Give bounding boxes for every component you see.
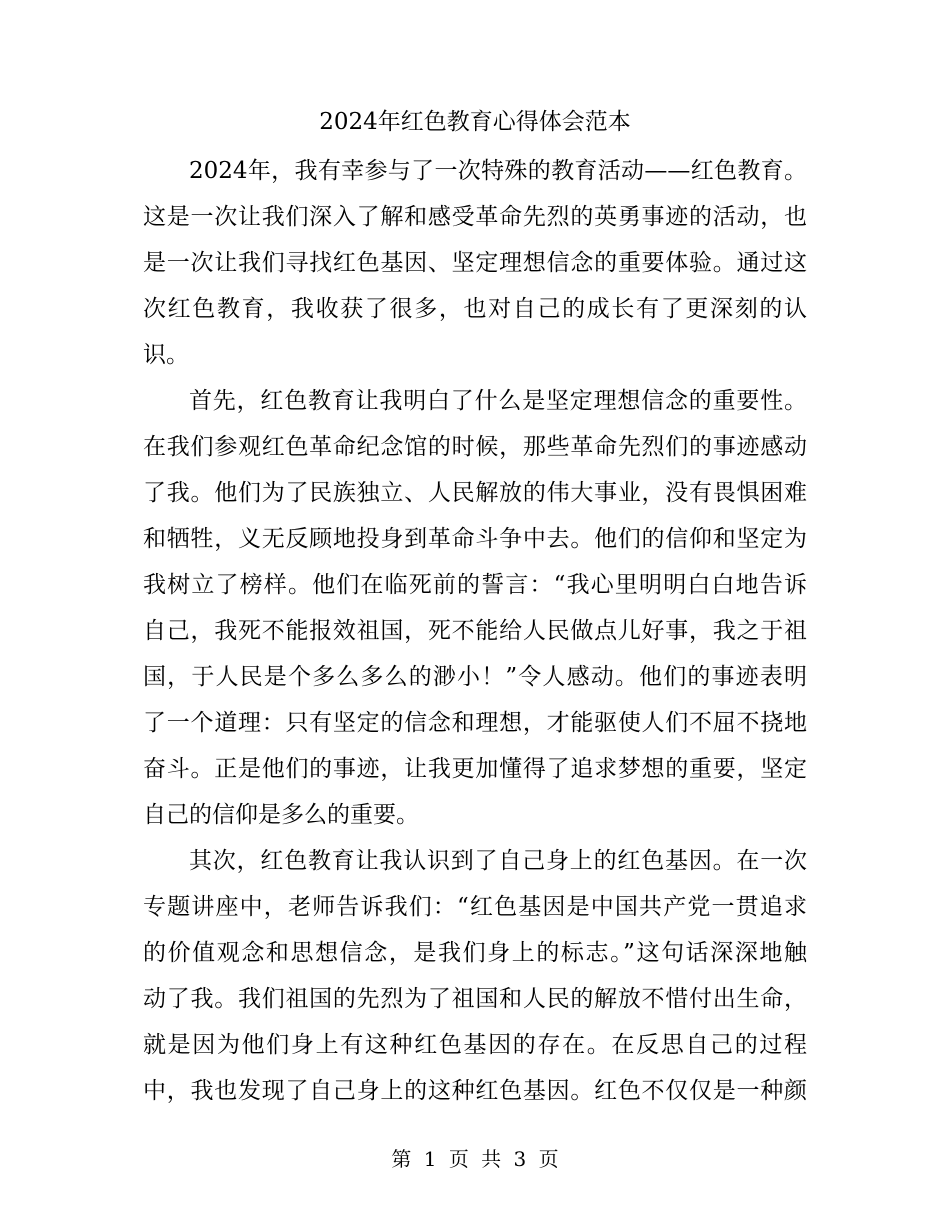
paragraph-line: 在我们参观红色革命纪念馆的时候，那些革命先烈们的事迹感动 xyxy=(143,434,807,460)
paragraph-line: 其次，红色教育让我认识到了自己身上的红色基因。在一次 xyxy=(189,848,807,874)
paragraph-line: 和牺牲，义无反顾地投身到革命斗争中去。他们的信仰和坚定为 xyxy=(143,526,807,552)
paragraph-line: 专题讲座中，老师告诉我们：“红色基因是中国共产党一贯追求 xyxy=(143,894,807,920)
paragraph-line: 自己的信仰是多么的重要。 xyxy=(143,802,419,828)
paragraph-line: 中，我也发现了自己身上的这种红色基因。红色不仅仅是一种颜 xyxy=(143,1078,807,1104)
paragraph-line: 识。 xyxy=(143,342,189,368)
paragraph-line: 奋斗。正是他们的事迹，让我更加懂得了追求梦想的重要，坚定 xyxy=(143,756,807,782)
paragraph-line: 我树立了榜样。他们在临死前的誓言：“我心里明明白白地告诉 xyxy=(143,572,807,598)
paragraph-line: 自己，我死不能报效祖国，死不能给人民做点儿好事，我之于祖 xyxy=(143,618,807,644)
paragraph-line: 就是因为他们身上有这种红色基因的存在。在反思自己的过程 xyxy=(143,1032,807,1058)
paragraph-line: 动了我。我们祖国的先烈为了祖国和人民的解放不惜付出生命， xyxy=(143,986,807,1012)
paragraph-line: 是一次让我们寻找红色基因、坚定理想信念的重要体验。通过这 xyxy=(143,250,807,276)
paragraph-line: 这是一次让我们深入了解和感受革命先烈的英勇事迹的活动，也 xyxy=(143,204,807,230)
document-title: 2024年红色教育心得体会范本 xyxy=(319,109,631,135)
paragraph-line: 了我。他们为了民族独立、人民解放的伟大事业，没有畏惧困难 xyxy=(143,480,807,506)
paragraph-line: 国，于人民是个多么多么的渺小！”令人感动。他们的事迹表明 xyxy=(143,664,807,690)
document-body xyxy=(143,148,807,1114)
paragraph-line: 次红色教育，我收获了很多，也对自己的成长有了更深刻的认 xyxy=(143,296,807,322)
page-footer: 第 1 页 共 3 页 xyxy=(391,1147,559,1171)
paragraph-line: 了一个道理：只有坚定的信念和理想，才能驱使人们不屈不挠地 xyxy=(143,710,807,736)
paragraph-line: 的价值观念和思想信念，是我们身上的标志。”这句话深深地触 xyxy=(143,940,807,966)
paragraph-line: 首先，红色教育让我明白了什么是坚定理想信念的重要性。 xyxy=(189,388,807,414)
paragraph-line: 2024年，我有幸参与了一次特殊的教育活动——红色教育。 xyxy=(189,158,807,184)
